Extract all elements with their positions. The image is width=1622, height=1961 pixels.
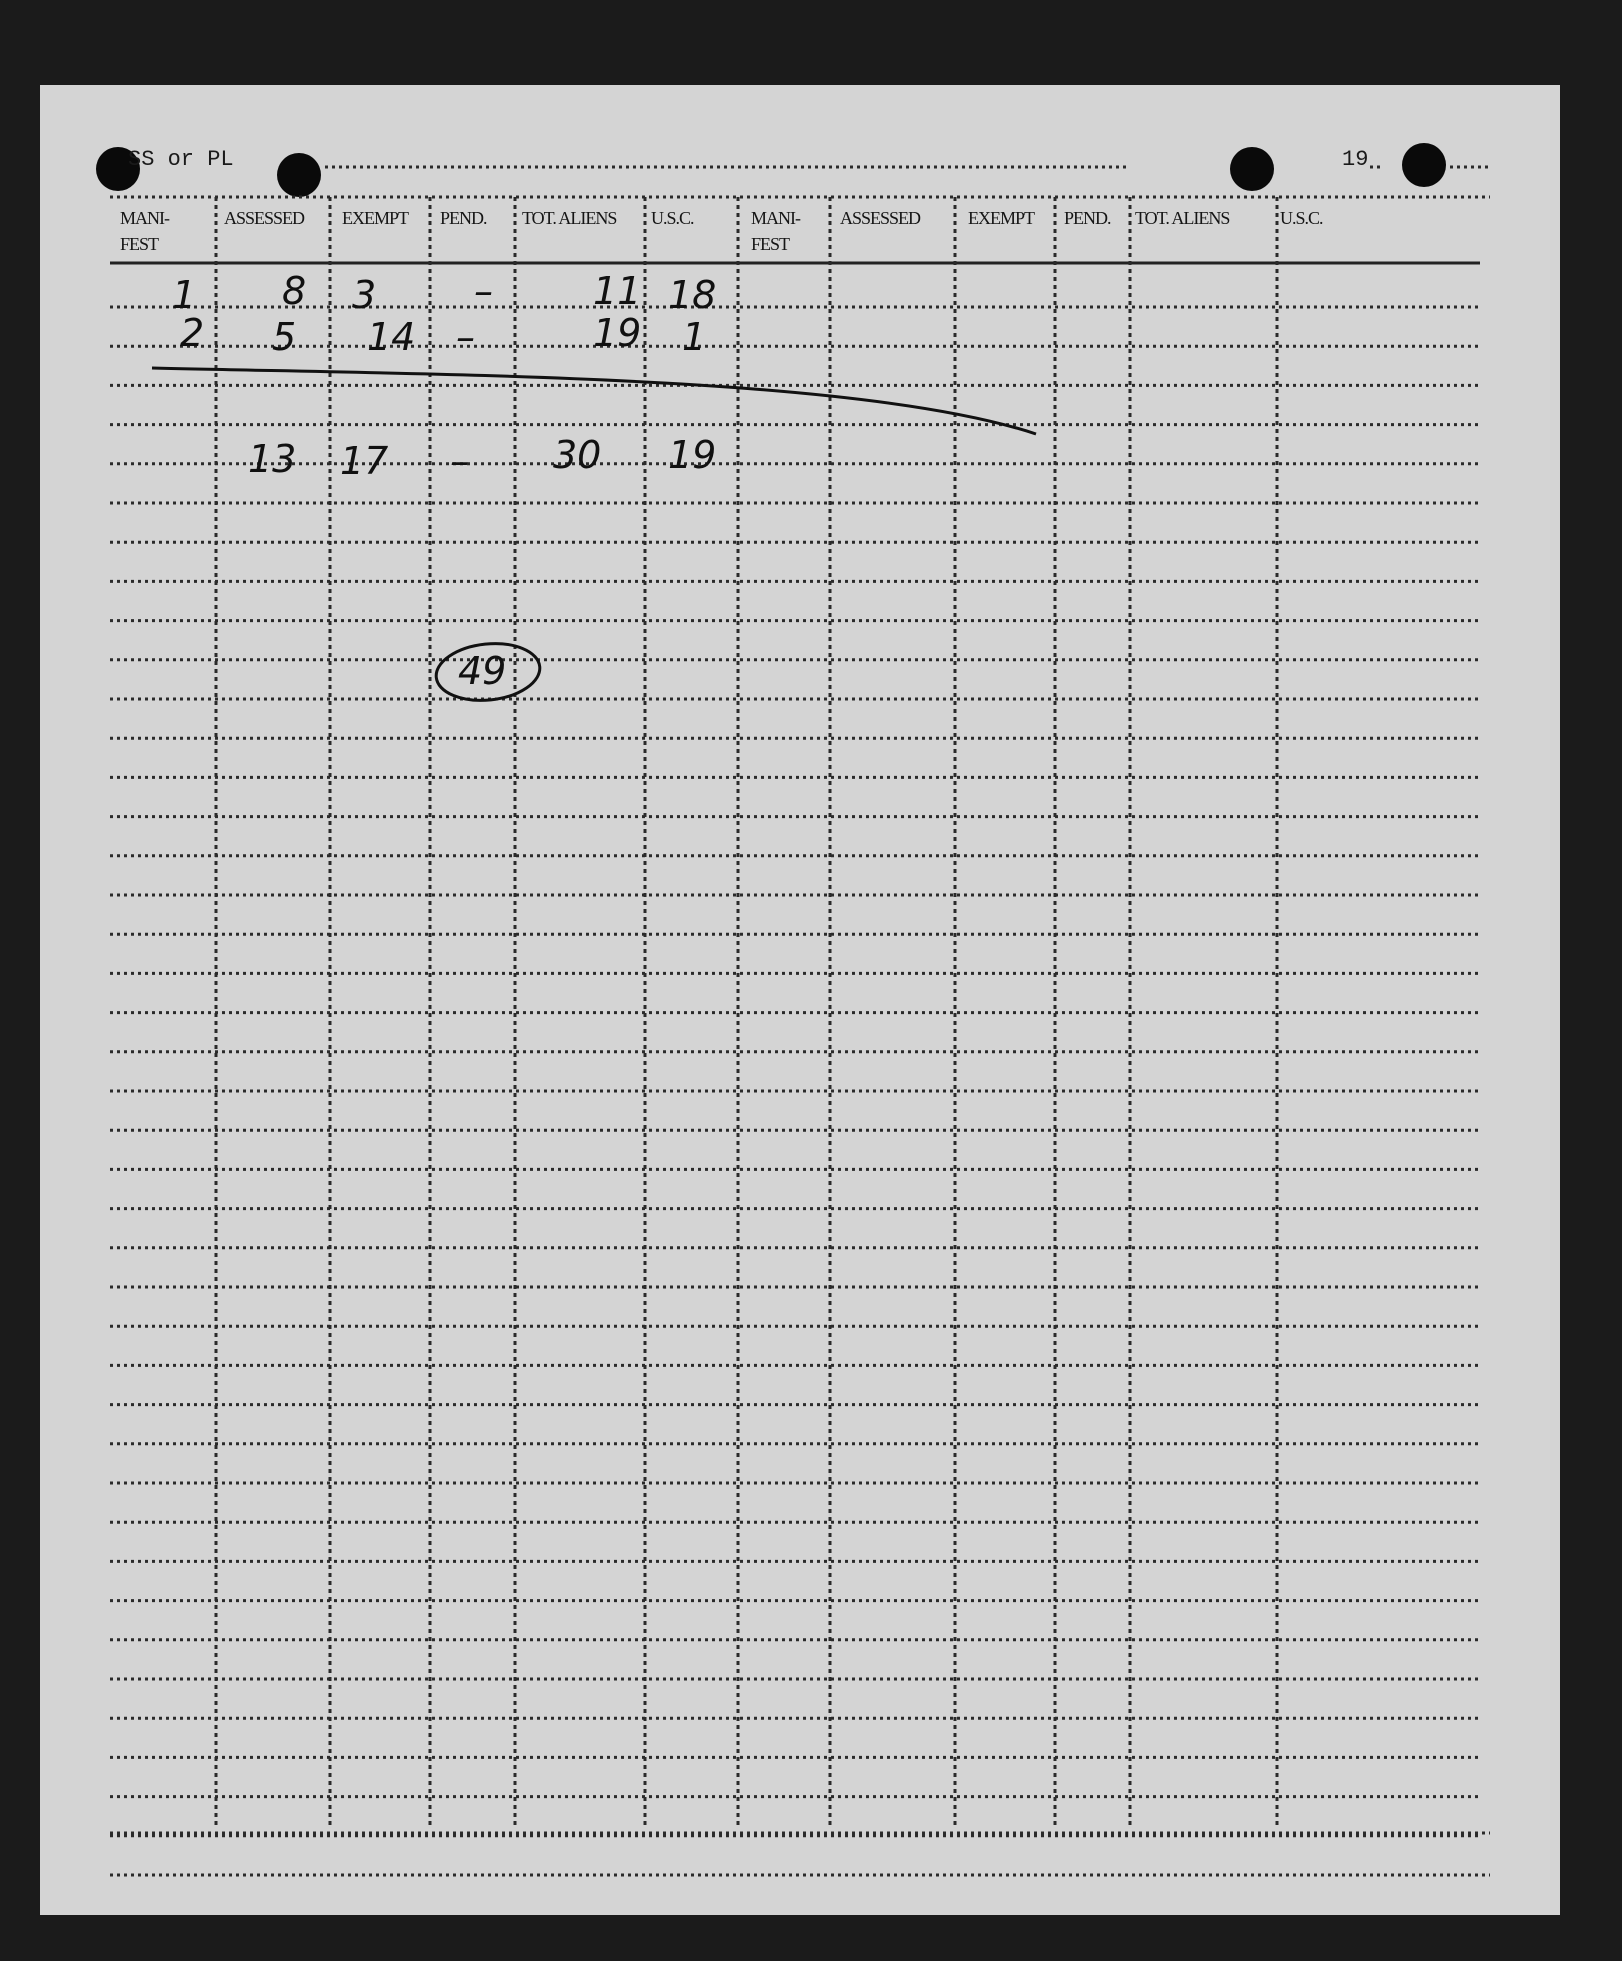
year-label: 19 bbox=[1342, 147, 1369, 172]
row-2-tot-aliens: 19 bbox=[593, 311, 642, 355]
col-exempt-left: EXEMPT bbox=[342, 208, 408, 228]
form-grid bbox=[40, 85, 1560, 1915]
row-2-assessed: 5 bbox=[272, 315, 297, 359]
col-usc-left: U.S.C. bbox=[651, 208, 694, 228]
col-tot-aliens-right: TOT. ALIENS bbox=[1135, 208, 1230, 228]
col-assessed-right: ASSESSED bbox=[840, 208, 921, 228]
col-manifest-right: MANI- FEST bbox=[751, 208, 800, 254]
col-tot-aliens-left: TOT. ALIENS bbox=[522, 208, 617, 228]
total-usc: 19 bbox=[668, 433, 717, 477]
total-tot-aliens: 30 bbox=[553, 433, 602, 477]
row-1-exempt: 3 bbox=[352, 273, 377, 317]
total-assessed: 13 bbox=[248, 437, 297, 481]
grand-total: 49 bbox=[458, 649, 507, 693]
col-assessed-left: ASSESSED bbox=[224, 208, 305, 228]
col-exempt-right: EXEMPT bbox=[968, 208, 1034, 228]
col-usc-right: U.S.C. bbox=[1280, 208, 1323, 228]
col-pend-left: PEND. bbox=[440, 208, 487, 228]
col-pend-right: PEND. bbox=[1064, 208, 1111, 228]
row-1-usc: 18 bbox=[668, 273, 717, 317]
form-sheet bbox=[40, 85, 1560, 1915]
row-1-assessed: 8 bbox=[282, 269, 307, 313]
row-2-exempt: 14 bbox=[367, 315, 416, 359]
row-2-usc: 1 bbox=[682, 315, 707, 359]
row-1-manifest: 1 bbox=[172, 273, 197, 317]
total-pend: – bbox=[450, 439, 469, 483]
row-2-pend: – bbox=[456, 315, 475, 359]
row-2-manifest: 2 bbox=[180, 311, 205, 355]
total-exempt: 17 bbox=[340, 439, 389, 483]
row-1-tot-aliens: 11 bbox=[593, 269, 642, 313]
row-1-pend: – bbox=[474, 269, 493, 313]
col-manifest-left: MANI- FEST bbox=[120, 208, 169, 254]
ship-label: SS or PL bbox=[128, 147, 234, 172]
